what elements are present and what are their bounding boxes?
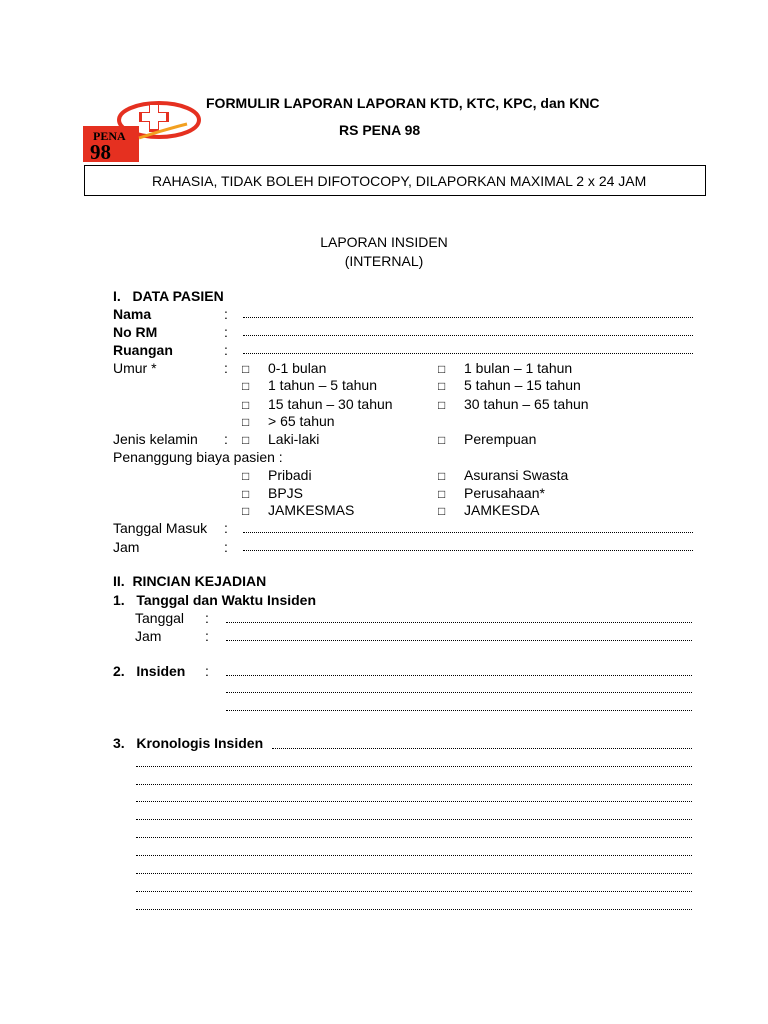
checkbox[interactable]: □	[242, 415, 250, 429]
colon: :	[224, 324, 228, 340]
section-rincian-heading: II. RINCIAN KEJADIAN	[113, 573, 267, 589]
payer-option: Perusahaan*	[464, 485, 545, 501]
payer-option: JAMKESMAS	[268, 502, 355, 518]
umur-option: 15 tahun – 30 tahun	[268, 396, 393, 412]
report-title: LAPORAN INSIDEN	[320, 234, 448, 250]
checkbox[interactable]: □	[438, 504, 446, 518]
logo-number: 98	[90, 140, 111, 162]
colon: :	[224, 342, 228, 358]
penanggung-label: Penanggung biaya pasien :	[113, 449, 283, 465]
tanggal-waktu-insiden-heading: 1. Tanggal dan Waktu Insiden	[113, 592, 317, 608]
umur-option: 5 tahun – 15 tahun	[464, 377, 581, 393]
checkbox[interactable]: □	[242, 433, 250, 447]
umur-option: 30 tahun – 65 tahun	[464, 396, 589, 412]
tanggal-insiden-field[interactable]	[226, 622, 692, 623]
checkbox[interactable]: □	[242, 469, 250, 483]
section-data-pasien-heading: I. DATA PASIEN	[113, 288, 224, 304]
kronologis-field-line[interactable]	[136, 766, 692, 767]
kronologis-field-line[interactable]	[272, 748, 692, 749]
checkbox[interactable]: □	[242, 487, 250, 501]
gender-option: Laki-laki	[268, 431, 320, 447]
insiden-field-line[interactable]	[226, 675, 692, 676]
checkbox[interactable]: □	[242, 362, 250, 376]
checkbox[interactable]: □	[438, 433, 446, 447]
colon: :	[224, 306, 228, 322]
payer-option: JAMKESDA	[464, 502, 540, 518]
ruangan-label: Ruangan	[113, 342, 173, 358]
no-rm-field[interactable]	[243, 335, 693, 336]
colon: :	[205, 663, 209, 679]
tanggal-masuk-field[interactable]	[243, 532, 693, 533]
colon: :	[224, 360, 228, 376]
checkbox[interactable]: □	[242, 504, 250, 518]
tanggal-masuk-label: Tanggal Masuk	[113, 520, 208, 536]
checkbox[interactable]: □	[438, 398, 446, 412]
payer-option: BPJS	[268, 485, 304, 501]
tanggal-insiden-label: Tanggal	[135, 610, 185, 626]
insiden-field-line[interactable]	[226, 692, 692, 693]
umur-label: Umur *	[113, 360, 157, 376]
checkbox[interactable]: □	[438, 469, 446, 483]
confidential-notice: RAHASIA, TIDAK BOLEH DIFOTOCOPY, DILAPORKAN MAXIMAL 2 x 24 JAM	[152, 173, 647, 189]
colon: :	[224, 539, 228, 555]
colon: :	[205, 628, 209, 644]
jam-insiden-label: Jam	[135, 628, 162, 644]
ruangan-field[interactable]	[243, 353, 693, 354]
nama-label: Nama	[113, 306, 152, 322]
jam-masuk-label: Jam	[113, 539, 140, 555]
checkbox[interactable]: □	[438, 362, 446, 376]
form-title: FORMULIR LAPORAN LAPORAN KTD, KTC, KPC, dan KNC	[206, 95, 600, 111]
hospital-logo	[83, 98, 203, 162]
kronologis-field-line[interactable]	[136, 873, 692, 874]
checkbox[interactable]: □	[438, 379, 446, 393]
kronologis-field-line[interactable]	[136, 837, 692, 838]
gender-option: Perempuan	[464, 431, 537, 447]
checkbox[interactable]: □	[242, 379, 250, 393]
kronologis-field-line[interactable]	[136, 784, 692, 785]
colon: :	[224, 520, 228, 536]
report-subtitle: (INTERNAL)	[344, 253, 424, 269]
colon: :	[205, 610, 209, 626]
checkbox[interactable]: □	[242, 398, 250, 412]
jam-masuk-field[interactable]	[243, 550, 693, 551]
jam-insiden-field[interactable]	[226, 640, 692, 641]
umur-option: > 65 tahun	[268, 413, 335, 429]
umur-option: 1 tahun – 5 tahun	[268, 377, 377, 393]
nama-field[interactable]	[243, 317, 693, 318]
jenis-kelamin-label: Jenis kelamin	[113, 431, 198, 447]
confidential-notice-box	[84, 165, 706, 196]
umur-option: 0-1 bulan	[268, 360, 327, 376]
kronologis-field-line[interactable]	[136, 891, 692, 892]
kronologis-heading: 3. Kronologis Insiden	[113, 735, 264, 751]
colon: :	[224, 431, 228, 447]
insiden-heading: 2. Insiden	[113, 663, 186, 679]
kronologis-field-line[interactable]	[136, 855, 692, 856]
umur-option: 1 bulan – 1 tahun	[464, 360, 573, 376]
payer-option: Pribadi	[268, 467, 312, 483]
no-rm-label: No RM	[113, 324, 158, 340]
kronologis-field-line[interactable]	[136, 819, 692, 820]
insiden-field-line[interactable]	[226, 710, 692, 711]
logo-text: PENA	[93, 129, 126, 143]
hospital-name: RS PENA 98	[339, 122, 421, 138]
kronologis-field-line[interactable]	[136, 801, 692, 802]
kronologis-field-line[interactable]	[136, 909, 692, 910]
checkbox[interactable]: □	[438, 487, 446, 501]
payer-option: Asuransi Swasta	[464, 467, 569, 483]
